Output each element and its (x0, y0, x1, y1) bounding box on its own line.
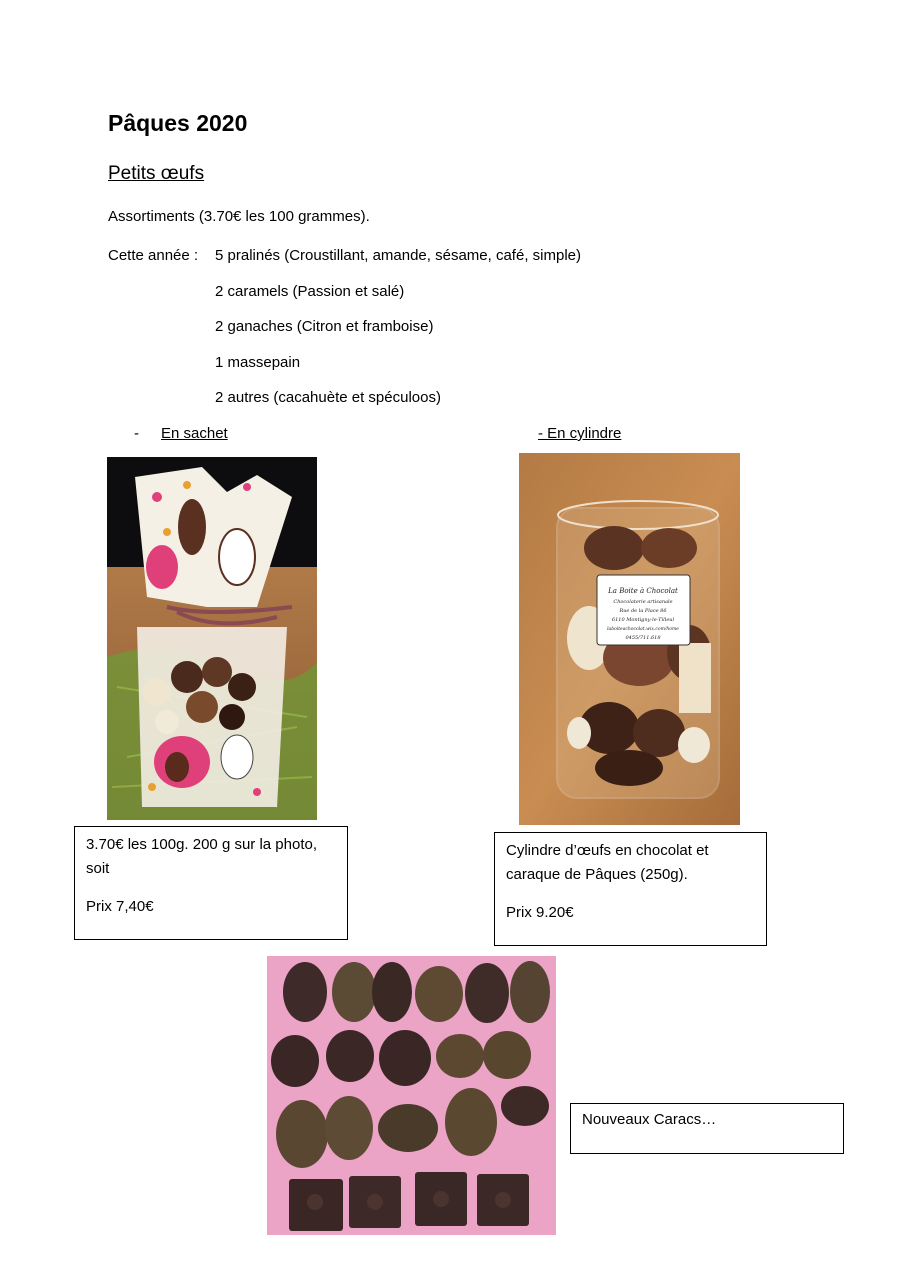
label-line: Chocolaterie artisanale (613, 599, 673, 605)
list-item: 5 pralinés (Croustillant, amande, sésame, café, simple) (215, 247, 581, 264)
caraques-photo (267, 956, 556, 1235)
cylindre-caption-line: Cylindre d’œufs en chocolat et (506, 842, 709, 859)
label-line: 6110 Montigny-le-Tilleul (611, 617, 675, 623)
cylindre-caption-box (494, 832, 767, 946)
label-line: 0455/711.618 (625, 635, 661, 641)
sachet-photo (107, 457, 317, 820)
label-line: laboiteachocolat.wix.com/home (607, 627, 679, 632)
caracs-caption-text: Nouveaux Caracs… (582, 1111, 717, 1128)
sachet-price: Prix 7,40€ (86, 898, 154, 915)
label-line: Rue de la Place 86 (619, 608, 667, 614)
assortiments-text: Assortiments (3.70€ les 100 grammes). (108, 208, 370, 225)
list-item: 2 autres (cacahuète et spéculoos) (215, 389, 441, 406)
cylindre-price: Prix 9.20€ (506, 904, 574, 921)
label-line: La Boite à Chocolat (608, 587, 678, 595)
cylindre-heading: - En cylindre (538, 425, 622, 442)
sachet-caption-line: 3.70€ les 100g. 200 g sur la photo, (86, 836, 318, 853)
sachet-dash: - (134, 425, 139, 442)
cylindre-caption-line: caraque de Pâques (250g). (506, 866, 688, 883)
cylindre-photo (519, 453, 740, 825)
section-title: Petits œufs (108, 163, 205, 184)
list-item: 2 ganaches (Citron et framboise) (215, 318, 434, 335)
caracs-caption-box (570, 1103, 844, 1154)
list-item: 1 massepain (215, 354, 301, 371)
sachet-heading: En sachet (161, 425, 228, 442)
cette-annee-label: Cette année : (108, 247, 199, 264)
sachet-caption-box (74, 826, 348, 940)
list-item: 2 caramels (Passion et salé) (215, 283, 405, 300)
sachet-caption-line: soit (86, 860, 110, 877)
page-title: Pâques 2020 (108, 110, 248, 136)
